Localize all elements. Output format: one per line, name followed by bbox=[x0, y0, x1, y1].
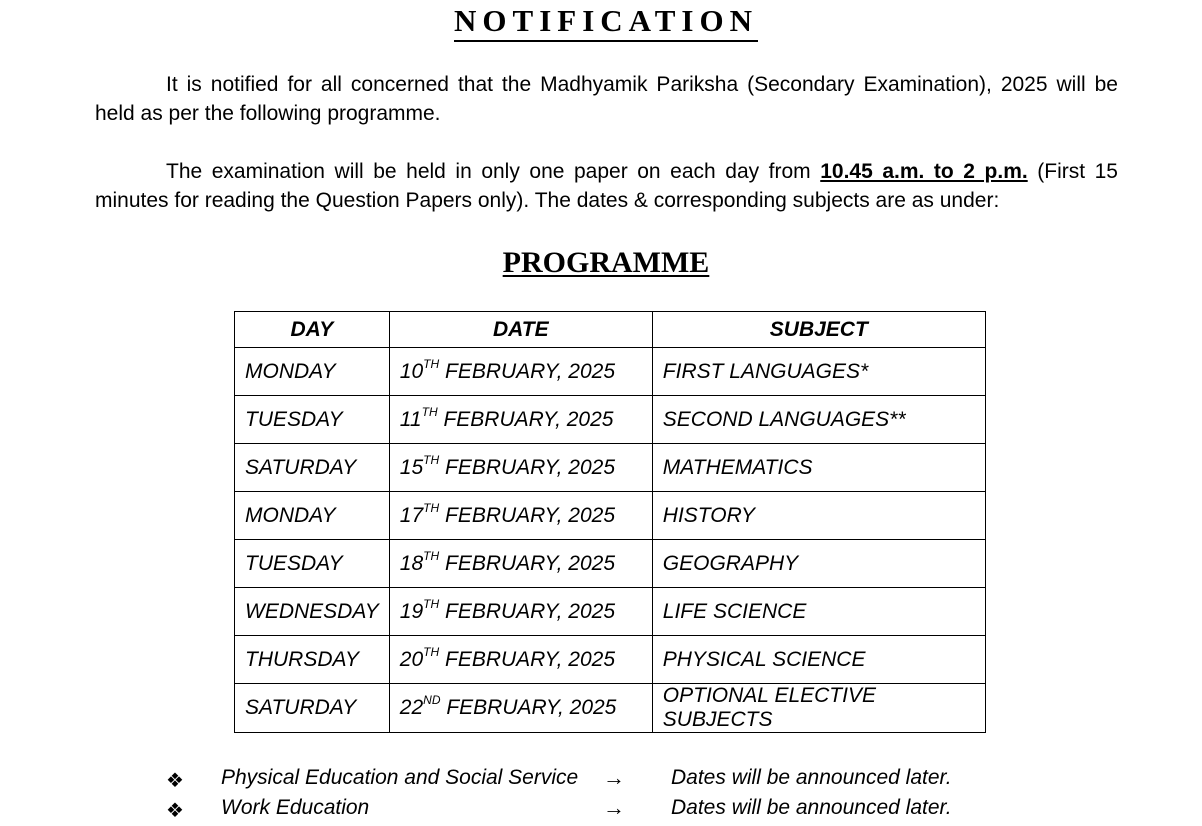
subject-cell: GEOGRAPHY bbox=[652, 540, 985, 588]
timing-paragraph-before: The examination will be held in only one paper on each day from bbox=[166, 160, 821, 183]
date-number: 19 bbox=[399, 599, 424, 623]
day-cell: SATURDAY bbox=[235, 684, 390, 733]
date-cell bbox=[389, 540, 652, 588]
table-row bbox=[235, 396, 986, 444]
date-cell bbox=[389, 492, 652, 540]
table-row bbox=[235, 444, 986, 492]
note-value: Dates will be announced later. bbox=[671, 766, 952, 789]
date-number: 20 bbox=[399, 647, 424, 671]
day-cell: MONDAY bbox=[235, 492, 390, 540]
subject-cell: SECOND LANGUAGES** bbox=[652, 396, 985, 444]
additional-notes bbox=[0, 766, 1202, 826]
date-number: 18 bbox=[399, 551, 424, 575]
subject-cell: OPTIONAL ELECTIVE SUBJECTS bbox=[652, 684, 985, 733]
date-cell bbox=[389, 396, 652, 444]
date-number: 17 bbox=[399, 503, 424, 527]
date-suffix: TH bbox=[423, 452, 440, 467]
subject-cell: HISTORY bbox=[652, 492, 985, 540]
day-cell: SATURDAY bbox=[235, 444, 390, 492]
right-arrow-icon: → bbox=[603, 795, 625, 820]
table-row bbox=[235, 492, 986, 540]
subject-cell: PHYSICAL SCIENCE bbox=[652, 636, 985, 684]
table-row bbox=[235, 588, 986, 636]
day-cell: THURSDAY bbox=[235, 636, 390, 684]
column-header-day: DAY bbox=[235, 312, 390, 348]
date-suffix: TH bbox=[423, 548, 440, 563]
subject-cell: FIRST LANGUAGES* bbox=[652, 348, 985, 396]
date-month-year: FEBRUARY, 2025 bbox=[439, 503, 616, 527]
date-suffix: ND bbox=[423, 693, 441, 707]
date-month-year: FEBRUARY, 2025 bbox=[439, 359, 616, 383]
notification-title bbox=[0, 2, 1202, 42]
day-cell: MONDAY bbox=[235, 348, 390, 396]
table-row bbox=[235, 636, 986, 684]
timing-paragraph bbox=[95, 157, 1118, 215]
date-suffix: TH bbox=[423, 500, 440, 515]
date-number: 15 bbox=[399, 455, 424, 479]
date-number: 22 bbox=[399, 696, 424, 719]
right-arrow-icon: → bbox=[603, 765, 625, 790]
diamond-bullet-icon: ❖ bbox=[166, 770, 184, 792]
subject-cell: LIFE SCIENCE bbox=[652, 588, 985, 636]
date-cell bbox=[389, 636, 652, 684]
date-suffix: TH bbox=[423, 644, 440, 659]
date-suffix: TH bbox=[423, 596, 440, 611]
note-label: Work Education bbox=[221, 796, 370, 819]
note-label: Physical Education and Social Service bbox=[221, 766, 579, 789]
exam-schedule-table bbox=[234, 311, 986, 733]
exam-time: 10.45 a.m. to 2 p.m. bbox=[820, 160, 1028, 183]
notification-title-text: NOTIFICATION bbox=[454, 2, 758, 42]
date-month-year: FEBRUARY, 2025 bbox=[440, 696, 617, 719]
note-item bbox=[0, 796, 1202, 826]
table-header-row bbox=[235, 312, 986, 348]
diamond-bullet-icon: ❖ bbox=[166, 800, 184, 822]
date-cell bbox=[389, 444, 652, 492]
date-month-year: FEBRUARY, 2025 bbox=[439, 551, 616, 575]
intro-paragraph-text: It is notified for all concerned that the Madhyamik Pariksha (Secondary Examination), 2025 will be held as per the following programme. bbox=[95, 73, 1118, 125]
note-item bbox=[0, 766, 1202, 796]
timing-paragraph-after: (First 15 minutes for reading the Question Papers only). The dates & corresponding subjects are as under: bbox=[95, 160, 1118, 212]
day-cell: TUESDAY bbox=[235, 396, 390, 444]
table-row bbox=[235, 684, 986, 733]
day-cell: WEDNESDAY bbox=[235, 588, 390, 636]
date-cell bbox=[389, 348, 652, 396]
date-month-year: FEBRUARY, 2025 bbox=[439, 647, 616, 671]
date-month-year: FEBRUARY, 2025 bbox=[439, 455, 616, 479]
column-header-date: DATE bbox=[389, 312, 652, 348]
date-month-year: FEBRUARY, 2025 bbox=[437, 407, 614, 431]
programme-heading bbox=[0, 246, 1202, 280]
day-cell: TUESDAY bbox=[235, 540, 390, 588]
subject-cell: MATHEMATICS bbox=[652, 444, 985, 492]
note-value: Dates will be announced later. bbox=[671, 796, 952, 819]
table-row bbox=[235, 540, 986, 588]
date-month-year: FEBRUARY, 2025 bbox=[439, 599, 616, 623]
table-row bbox=[235, 348, 986, 396]
programme-heading-text: PROGRAMME bbox=[502, 246, 710, 279]
date-suffix: TH bbox=[423, 356, 440, 371]
column-header-subject: SUBJECT bbox=[652, 312, 985, 348]
date-cell bbox=[389, 588, 652, 636]
intro-paragraph bbox=[95, 70, 1118, 128]
date-number: 11 bbox=[399, 407, 422, 431]
date-suffix: TH bbox=[421, 404, 438, 419]
date-cell bbox=[389, 684, 652, 733]
date-number: 10 bbox=[399, 359, 424, 383]
